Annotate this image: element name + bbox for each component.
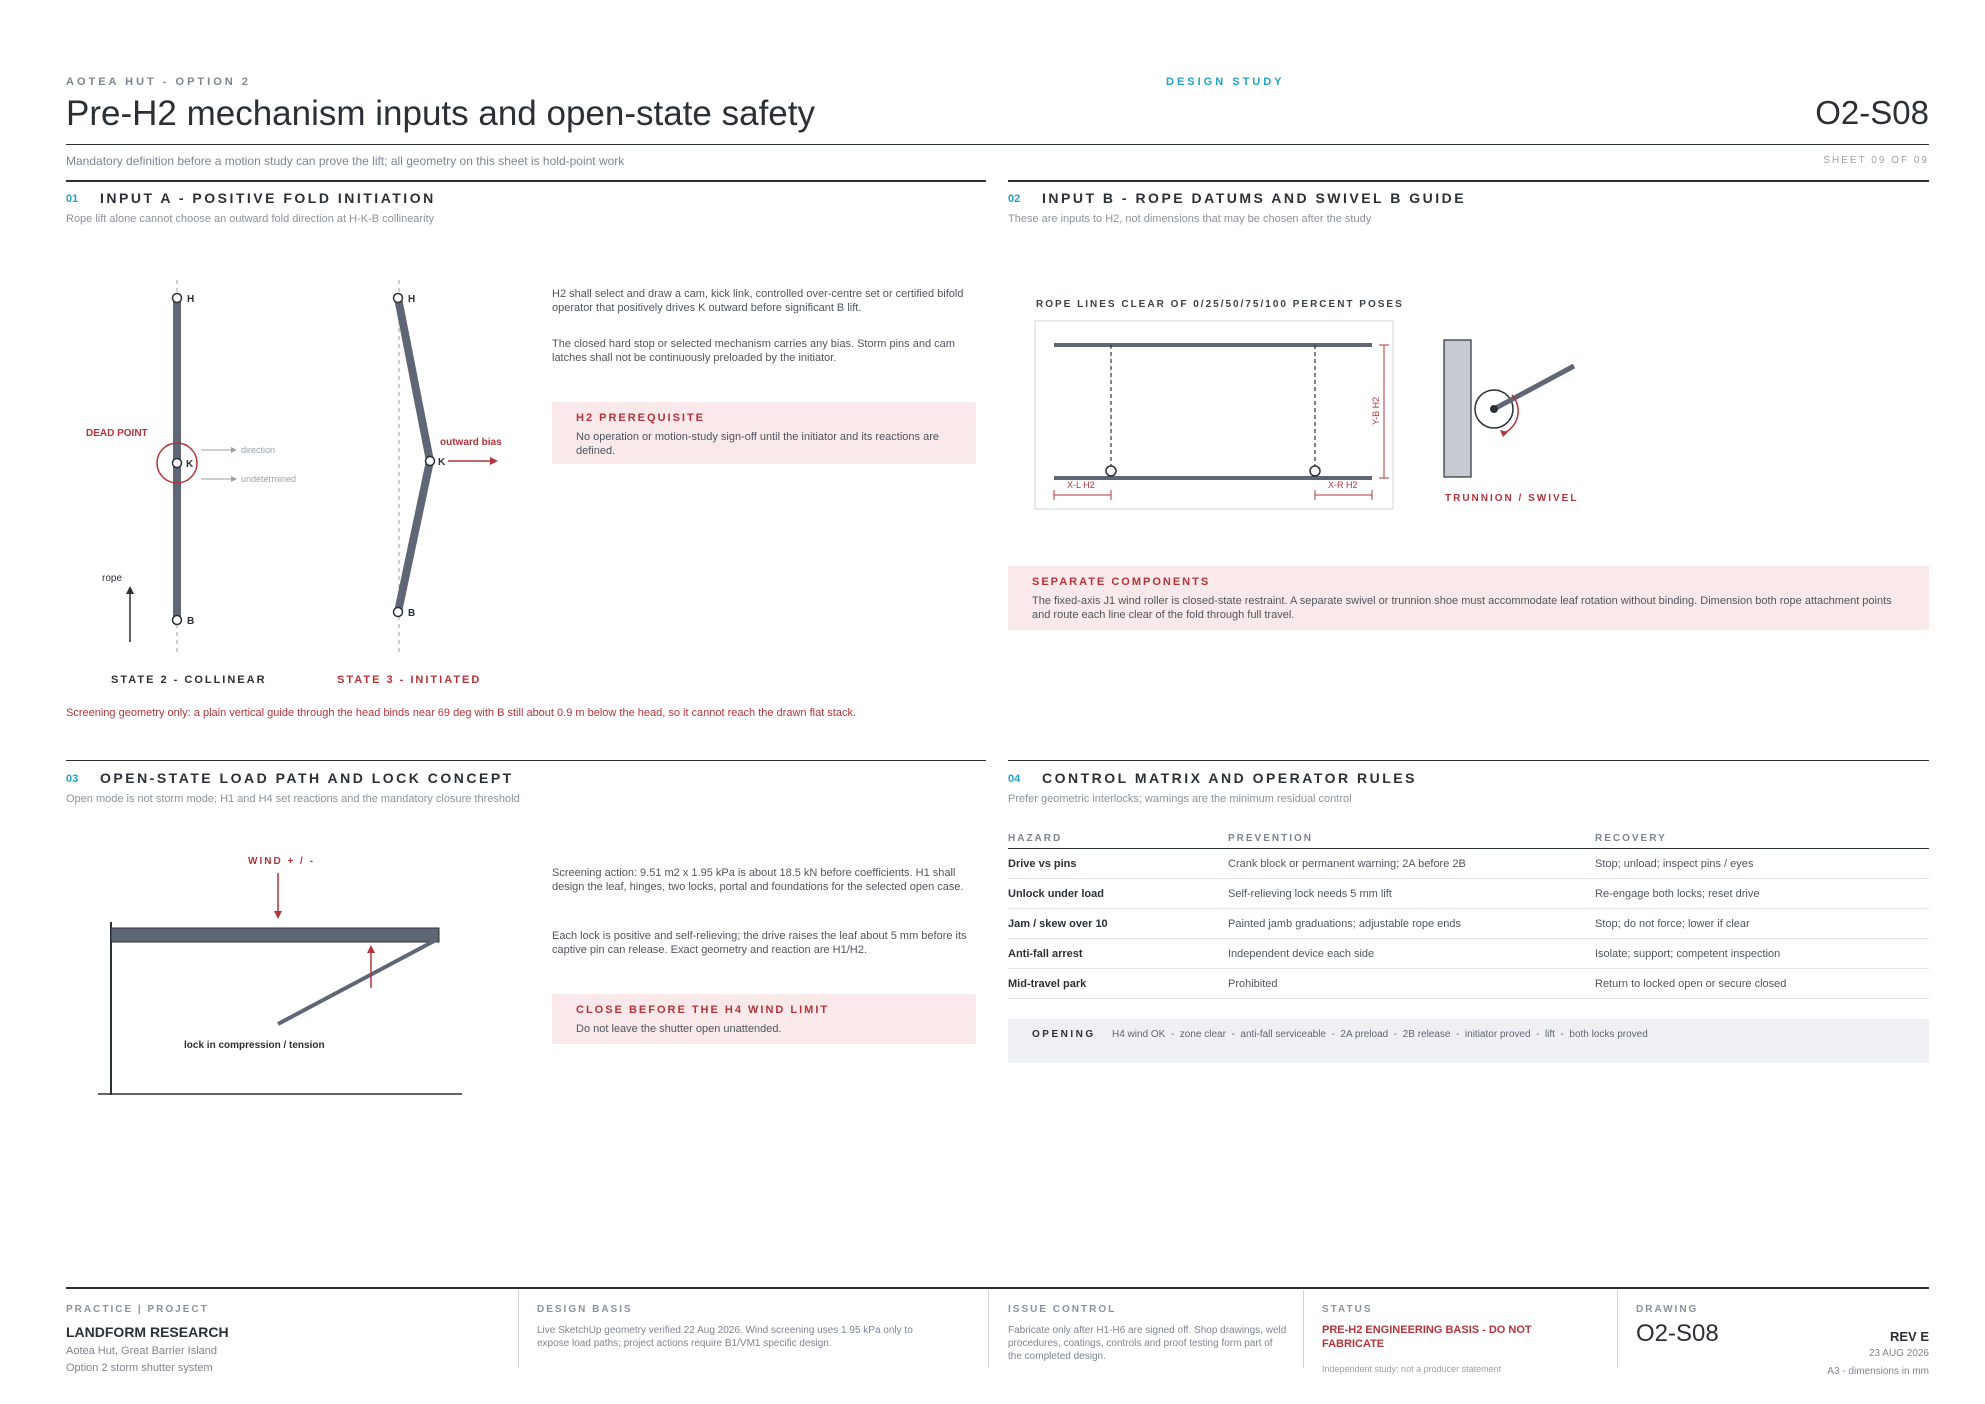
footer-drawing-number: O2-S08 — [1636, 1320, 1719, 1347]
sec1-paragraph-2: The closed hard stop or selected mechanism carries any bias. Storm pins and cam latches shall not be continuously preloaded by the initiator. — [552, 338, 955, 364]
sec4-title: CONTROL MATRIX AND OPERATOR RULES — [1042, 770, 1417, 786]
recovery-cell: Re-engage both locks; reset drive — [1595, 879, 1929, 909]
hazard-header: HAZARD — [1008, 833, 1228, 849]
h2-prerequisite-callout — [552, 402, 976, 464]
footer-separator-3 — [1303, 1290, 1304, 1368]
state3-h-label: H — [408, 294, 416, 305]
separate-components-callout — [1008, 566, 1929, 630]
status-text: PRE-H2 ENGINEERING BASIS - DO NOT FABRICATE — [1322, 1324, 1532, 1350]
footer-separator-1 — [518, 1290, 519, 1368]
sec2-number: 02 — [1008, 193, 1021, 205]
h2-prerequisite-body: No operation or motion-study sign-off until the initiator and its reactions are defined. — [576, 431, 939, 457]
sec4-number: 04 — [1008, 773, 1021, 785]
wind-label: WIND + / - — [248, 856, 315, 867]
sec3-paragraph-2: Each lock is positive and self-relieving; the drive raises the leaf about 5 mm before its captive pin can release. Exact geometry and reaction are H1/H2. — [552, 930, 967, 956]
project-line-1: Aotea Hut, Great Barrier Island — [66, 1345, 218, 1357]
control-matrix-table — [1008, 833, 1929, 999]
control-matrix-header — [1008, 833, 1929, 849]
yb-label: Y-B H2 — [1371, 396, 1381, 425]
hazard-cell: Drive vs pins — [1008, 849, 1228, 879]
drawing-number: O2-S08 — [1815, 94, 1929, 131]
footer-separator-2 — [988, 1290, 989, 1368]
sec1-screening-note: Screening geometry only: a plain vertical guide through the head binds near 69 deg with B still about 0.9 m below the head, so it cannot reach the drawn flat stack. — [66, 707, 857, 719]
units-note: A3 - dimensions in mm — [1827, 1366, 1929, 1377]
hazard-cell: Anti-fall arrest — [1008, 939, 1228, 969]
xr-label: X-R H2 — [1328, 480, 1358, 490]
state3-k-joint — [426, 457, 435, 466]
h2-prerequisite-title: H2 PREREQUISITE — [576, 412, 706, 424]
recovery-cell: Return to locked open or secure closed — [1595, 969, 1929, 999]
prevention-cell: Independent device each side — [1228, 939, 1595, 969]
direction-arrowhead — [231, 447, 237, 453]
sec2-title: INPUT B - ROPE DATUMS AND SWIVEL B GUIDE — [1042, 190, 1467, 206]
practice-label: PRACTICE | PROJECT — [66, 1304, 209, 1315]
undetermined-label: undetermined — [241, 474, 297, 484]
footer-separator-4 — [1617, 1290, 1618, 1368]
opening-label: OPENING — [1032, 1029, 1096, 1040]
sec1-title: INPUT A - POSITIVE FOLD INITIATION — [100, 190, 436, 206]
status-label: STATUS — [1322, 1304, 1373, 1315]
state2-h-joint — [173, 294, 182, 303]
sec3-number: 03 — [66, 773, 79, 785]
state3-b-joint — [394, 608, 403, 617]
state3-k-label: K — [438, 457, 446, 468]
outward-bias-label: outward bias — [440, 437, 502, 448]
sec2-subtitle: These are inputs to H2, not dimensions that may be chosen after the study — [1008, 213, 1372, 225]
project-label: AOTEA HUT - OPTION 2 — [66, 76, 251, 88]
recovery-cell: Isolate; support; competent inspection — [1595, 939, 1929, 969]
status-note: Independent study; not a producer statement — [1322, 1364, 1502, 1374]
design-basis-text: Live SketchUp geometry verified 22 Aug 2026. Wind screening uses 1.95 kPa only to expose load paths; project actions require B1/VM1 specific design. — [537, 1325, 913, 1349]
state2-b-joint — [173, 616, 182, 625]
prevention-cell: Crank block or permanent warning; 2A before 2B — [1228, 849, 1595, 879]
separate-components-title: SEPARATE COMPONENTS — [1032, 576, 1211, 588]
dead-point-label: DEAD POINT — [86, 428, 148, 439]
close-before-wind-limit-body: Do not leave the shutter open unattended. — [576, 1023, 782, 1035]
sec1-paragraph-1: H2 shall select and draw a cam, kick link, controlled over-centre set or certified bifold operator that positively drives K outward before significant B lift. — [552, 288, 964, 314]
state2-caption: STATE 2 - COLLINEAR — [111, 674, 267, 686]
prevention-header: PREVENTION — [1228, 833, 1595, 849]
opening-sequence-bar — [1008, 1019, 1929, 1063]
design-basis-label: DESIGN BASIS — [537, 1304, 633, 1315]
lock-label: lock in compression / tension — [184, 1040, 325, 1051]
sec3-paragraph-1: Screening action: 9.51 m2 x 1.95 kPa is about 18.5 kN before coefficients. H1 shall design the leaf, hinges, two locks, portal and foundations for the selected open case. — [552, 867, 964, 893]
table-row — [1008, 969, 1929, 999]
open-leaf — [111, 928, 439, 942]
lock-reaction-arrowhead — [367, 945, 375, 953]
xl-label: X-L H2 — [1067, 480, 1095, 490]
trunnion-jamb — [1444, 340, 1471, 477]
prevention-cell: Self-relieving lock needs 5 mm lift — [1228, 879, 1595, 909]
direction-label: direction — [241, 445, 276, 455]
recovery-cell: Stop; do not force; lower if clear — [1595, 909, 1929, 939]
hazard-cell: Unlock under load — [1008, 879, 1228, 909]
close-before-wind-limit-callout — [552, 994, 976, 1044]
page-title: Pre-H2 mechanism inputs and open-state safety — [66, 94, 815, 133]
sheet-number: SHEET 09 OF 09 — [1823, 155, 1929, 166]
page-subtitle: Mandatory definition before a motion study can prove the lift; all geometry on this sheet is hold-point work — [66, 154, 625, 168]
swivel-pin — [1490, 405, 1498, 413]
prevention-cell: Prohibited — [1228, 969, 1595, 999]
rope-datums-figure — [1034, 320, 1594, 510]
issue-date: 23 AUG 2026 — [1868, 1348, 1929, 1359]
sec2-rule — [1008, 180, 1929, 182]
state3-b-label: B — [408, 608, 416, 619]
hazard-cell: Mid-travel park — [1008, 969, 1228, 999]
recovery-cell: Stop; unload; inspect pins / eyes — [1595, 849, 1929, 879]
sec3-title: OPEN-STATE LOAD PATH AND LOCK CONCEPT — [100, 770, 514, 786]
lock-strut — [278, 940, 436, 1024]
open-state-figure — [66, 840, 486, 1100]
sec1-rule — [66, 180, 986, 182]
undetermined-arrowhead — [231, 476, 237, 482]
state2-k-label: K — [186, 459, 194, 470]
prevention-cell: Painted jamb graduations; adjustable rope ends — [1228, 909, 1595, 939]
state2-b-label: B — [187, 616, 195, 627]
trunnion-label: TRUNNION / SWIVEL — [1445, 493, 1579, 504]
outward-bias-arrowhead — [490, 457, 498, 465]
wind-arrowhead — [274, 911, 282, 919]
sec3-rule — [66, 760, 986, 761]
state3-h-joint — [394, 294, 403, 303]
rope-point-left — [1106, 466, 1116, 476]
fold-initiation-figure — [66, 270, 536, 690]
table-row — [1008, 939, 1929, 969]
header-rule — [66, 144, 1929, 145]
sec1-subtitle: Rope lift alone cannot choose an outward fold direction at H-K-B collinearity — [66, 213, 435, 225]
state2-h-label: H — [187, 294, 195, 305]
drawing-label: DRAWING — [1636, 1304, 1699, 1315]
recovery-header: RECOVERY — [1595, 833, 1929, 849]
rope-point-right — [1310, 466, 1320, 476]
rope-arrowhead — [126, 586, 134, 594]
revision: REV E — [1889, 1329, 1929, 1344]
close-before-wind-limit-title: CLOSE BEFORE THE H4 WIND LIMIT — [576, 1004, 830, 1016]
hazard-cell: Jam / skew over 10 — [1008, 909, 1228, 939]
state3-caption: STATE 3 - INITIATED — [337, 674, 482, 686]
sec4-subtitle: Prefer geometric interlocks; warnings are the minimum residual control — [1008, 793, 1352, 805]
rope-lines-figure-title: ROPE LINES CLEAR OF 0/25/50/75/100 PERCENT POSES — [1036, 299, 1404, 310]
project-line-2: Option 2 storm shutter system — [66, 1362, 213, 1374]
separate-components-body: The fixed-axis J1 wind roller is closed-state restraint. A separate swivel or trunnion shoe must accommodate leaf rotation without binding. Dimension both rope attachment points and route each line clear of the fold through full travel. — [1032, 595, 1892, 621]
sec4-rule — [1008, 760, 1929, 761]
issue-control-label: ISSUE CONTROL — [1008, 1304, 1117, 1315]
swivel-arm — [1494, 366, 1574, 409]
state3-leaf — [398, 298, 430, 612]
opening-sequence: H4 wind OK - zone clear - anti-fall serviceable - 2A preload - 2B release - initiator proved - lift - both locks proved — [1112, 1029, 1648, 1040]
table-row — [1008, 849, 1929, 879]
sec3-subtitle: Open mode is not storm mode; H1 and H4 set reactions and the mandatory closure threshold — [66, 793, 520, 805]
table-row — [1008, 879, 1929, 909]
issue-control-text: Fabricate only after H1-H6 are signed off. Shop drawings, weld procedures, coatings, controls and proof testing form part of the completed design. — [1008, 1325, 1287, 1362]
practice-name: LANDFORM RESEARCH — [66, 1324, 229, 1340]
design-study-badge: DESIGN STUDY — [1166, 76, 1285, 88]
rope-label: rope — [102, 573, 123, 584]
table-row — [1008, 909, 1929, 939]
sec1-number: 01 — [66, 193, 79, 205]
footer-rule — [66, 1287, 1929, 1289]
state2-k-joint — [173, 459, 182, 468]
